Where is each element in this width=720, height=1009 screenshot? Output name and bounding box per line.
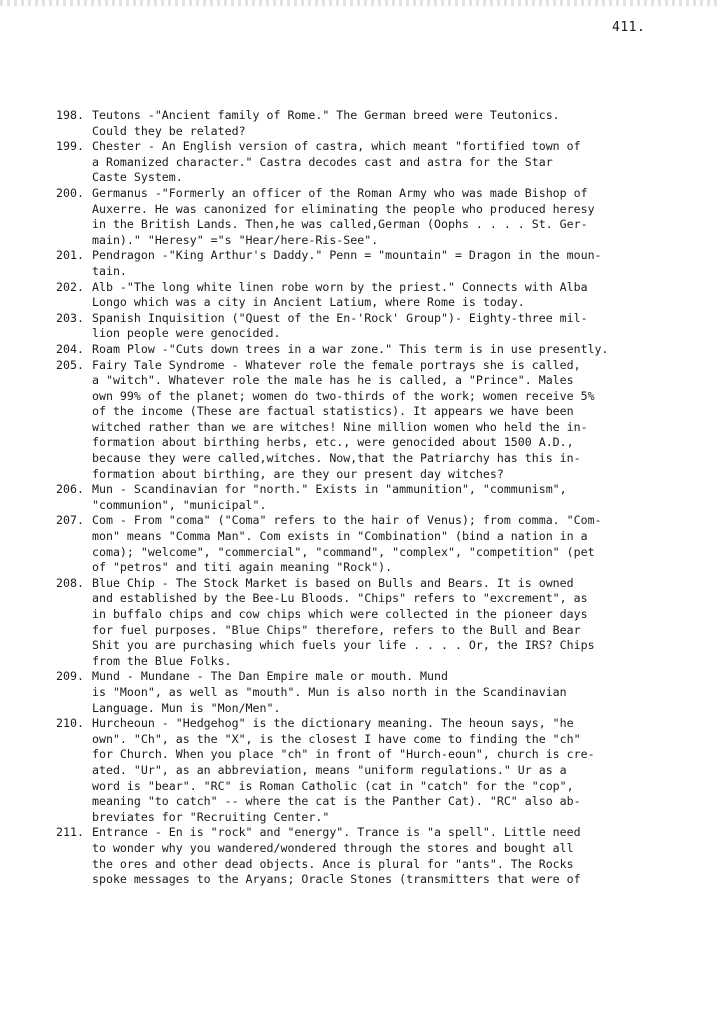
entry-text-line: Germanus -"Formerly an officer of the Roman Army who was made Bishop of (92, 185, 588, 200)
entry-text-line: Roam Plow -"Cuts down trees in a war zone." This term is in use presently. (92, 341, 609, 356)
entry-number: 209. (56, 669, 84, 684)
glossary-entry (56, 186, 666, 248)
entry-text-line: Entrance - En is "rock" and "energy". Trance is "a spell". Little need (92, 825, 581, 840)
glossary-entry (56, 358, 666, 483)
entry-text-line: tain. (92, 263, 127, 278)
entry-text-line: formation about birthing herbs, etc., were genocided about 1500 A.D., (92, 435, 574, 450)
entry-text-line: Language. Mun is "Mon/Men". (92, 700, 281, 715)
entry-text-line: "communion", "municipal". (92, 497, 267, 512)
entry-text-line: meaning "to catch" -- where the cat is the Panther Cat). "RC" also ab- (92, 794, 581, 809)
entry-number: 207. (56, 513, 84, 528)
entry-text-line: word is "bear". "RC" is Roman Catholic (cat in "catch" for the "cop", (92, 778, 574, 793)
entry-text-line: Mund - Mundane - The Dan Empire male or mouth. Mund (92, 669, 448, 684)
entry-text-line: for fuel purposes. "Blue Chips" therefore, refers to the Bull and Bear (92, 622, 581, 637)
glossary-entry (56, 248, 666, 279)
entry-number: 200. (56, 185, 84, 200)
entry-number: 204. (56, 341, 84, 356)
entry-number: 206. (56, 482, 84, 497)
entry-text-line: is "Moon", as well as "mouth". Mun is also north in the Scandinavian (92, 684, 567, 699)
glossary-entry (56, 139, 666, 186)
entry-text-line: formation about birthing, are they our present day witches? (92, 466, 504, 481)
entry-number: 205. (56, 357, 84, 372)
entry-text-line: Mun - Scandinavian for "north." Exists in "ammunition", "communism", (92, 482, 567, 497)
entry-text-line: own 99% of the planet; women do two-thirds of the work; women receive 5% (92, 388, 595, 403)
entry-number: 199. (56, 139, 84, 154)
entry-text-line: a Romanized character." Castra decodes cast and astra for the Star (92, 154, 553, 169)
glossary-entry (56, 482, 666, 513)
entry-text-line: because they were called,witches. Now,that the Patriarchy has this in- (92, 451, 581, 466)
glossary-entry (56, 576, 666, 670)
entry-number: 203. (56, 310, 84, 325)
page-number: 411. (612, 20, 646, 35)
entry-number: 211. (56, 825, 84, 840)
entry-text-line: to wonder why you wandered/wondered through the stores and bought all (92, 840, 574, 855)
entry-text-line: from the Blue Folks. (92, 653, 232, 668)
entry-text-line: Com - From "coma" ("Coma" refers to the hair of Venus); from comma. "Com- (92, 513, 602, 528)
entry-text-line: own". "Ch", as the "X", is the closest I have come to finding the "ch" (92, 731, 581, 746)
entry-text-line: witched rather than we are witches! Nine million women who held the in- (92, 419, 588, 434)
entry-number: 208. (56, 575, 84, 590)
entry-number: 201. (56, 248, 84, 263)
entry-text-line: Alb -"The long white linen robe worn by the priest." Connects with Alba (92, 279, 588, 294)
entry-text-line: the ores and other dead objects. Ance is plural for "ants". The Rocks (92, 856, 574, 871)
entry-text-line: Pendragon -"King Arthur's Daddy." Penn = "mountain" = Dragon in the moun- (92, 248, 602, 263)
entry-text-line: ated. "Ur", as an abbreviation, means "uniform regulations." Ur as a (92, 762, 567, 777)
glossary-entry (56, 716, 666, 825)
glossary-entry (56, 108, 666, 139)
scan-top-edge (0, 0, 720, 6)
entry-text-line: Chester - An English version of castra, which meant "fortified town of (92, 139, 581, 154)
entry-text-line: spoke messages to the Aryans; Oracle Stones (transmitters that were of (92, 872, 581, 887)
entry-text-line: of the income (These are factual statistics). It appears we have been (92, 404, 574, 419)
entry-text-line: Caste System. (92, 170, 183, 185)
entry-text-line: lion people were genocided. (92, 326, 281, 341)
entry-text-line: Shit you are purchasing which fuels your life . . . . Or, the IRS? Chips (92, 638, 595, 653)
entry-number: 198. (56, 108, 84, 122)
entry-text-line: breviates for "Recruiting Center." (92, 809, 330, 824)
entry-text-line: main)." "Heresy" ="s "Hear/here-Ris-See". (92, 232, 379, 247)
glossary-entry (56, 280, 666, 311)
entry-text-line: Fairy Tale Syndrome - Whatever role the female portrays she is called, (92, 357, 581, 372)
entry-text-line: for Church. When you place "ch" in front of "Hurch-eoun", church is cre- (92, 747, 595, 762)
glossary-entry (56, 513, 666, 575)
glossary-entry (56, 825, 666, 887)
entry-text-line: Spanish Inquisition ("Quest of the En-'Rock' Group")- Eighty-three mil- (92, 310, 588, 325)
entry-text-line: a "witch". Whatever role the male has he is called, a "Prince". Males (92, 373, 574, 388)
entry-text-line: Could they be related? (92, 123, 246, 138)
entry-text-line: and established by the Bee-Lu Bloods. "Chips" refers to "excrement", as (92, 591, 588, 606)
entry-text-line: in buffalo chips and cow chips which were collected in the pioneer days (92, 607, 588, 621)
entry-text-line: mon" means "Comma Man". Com exists in "Combination" (bind a nation in a (92, 529, 588, 544)
entry-text-line: Longo which was a city in Ancient Latium, where Rome is today. (92, 295, 525, 310)
glossary-entry (56, 342, 666, 358)
entry-text-line: Teutons -"Ancient family of Rome." The German breed were Teutonics. (92, 108, 560, 122)
glossary-entries (56, 108, 666, 888)
glossary-entry (56, 669, 666, 716)
entry-text-line: Auxerre. He was canonized for eliminating the people who produced heresy (92, 201, 595, 216)
entry-text-line: in the British Lands. Then,he was called,German (Oophs . . . . St. Ger- (92, 217, 588, 232)
entry-text-line: Hurcheoun - "Hedgehog" is the dictionary meaning. The heoun says, "he (92, 716, 574, 731)
entry-text-line: of "petros" and titi again meaning "Rock"). (92, 560, 393, 575)
entry-number: 210. (56, 716, 84, 731)
entry-text-line: Blue Chip - The Stock Market is based on Bulls and Bears. It is owned (92, 575, 574, 590)
glossary-entry (56, 311, 666, 342)
entry-text-line: coma); "welcome", "commercial", "command", "complex", "competition" (pet (92, 544, 595, 559)
entry-number: 202. (56, 279, 84, 294)
